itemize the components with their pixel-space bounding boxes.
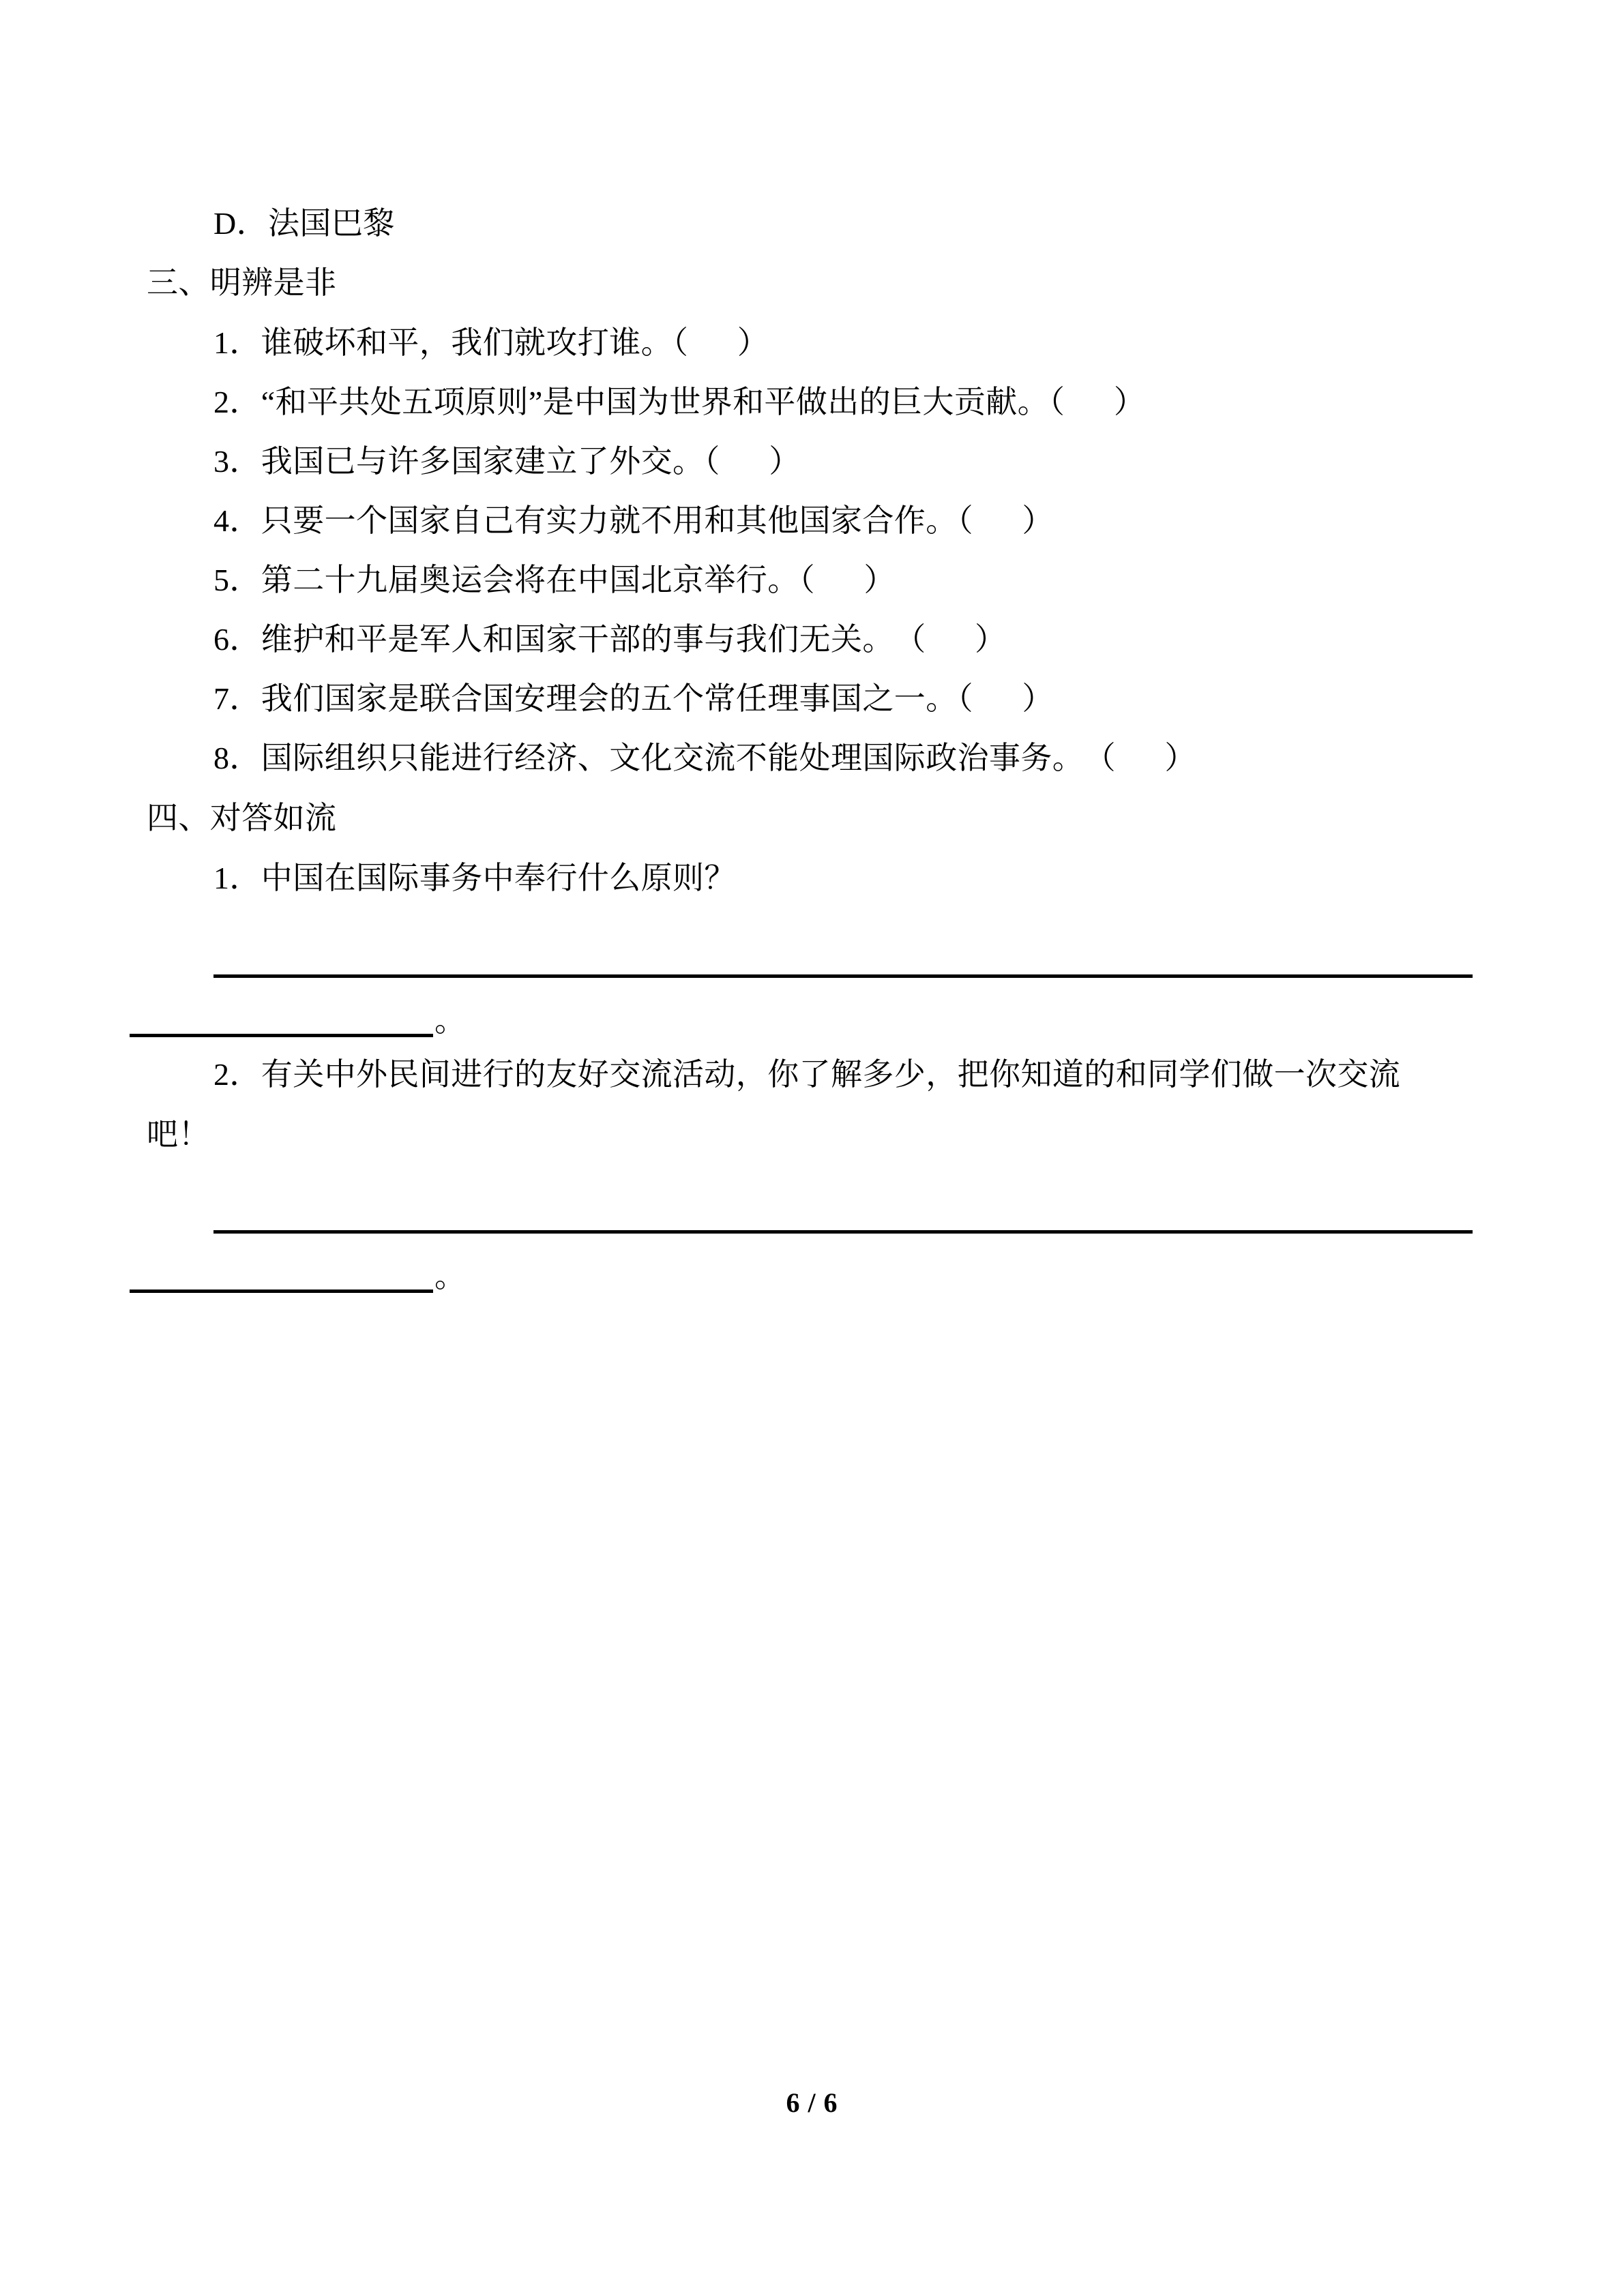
section-heading-three: 三、明辨是非 — [147, 265, 337, 300]
answer-period-q1: 。 — [434, 1003, 466, 1038]
truefalse-item-1: 1．谁破坏和平，我们就攻打谁。（ ） — [213, 325, 769, 360]
answer-rule-q2-line2[interactable] — [130, 1289, 433, 1293]
truefalse-item-5: 5．第二十九届奥运会将在中国北京举行。（ ） — [213, 563, 896, 597]
short-answer-question-2-continued: 吧！ — [147, 1117, 210, 1152]
answer-rule-q2-line1[interactable] — [213, 1230, 1473, 1234]
short-answer-question-1: 1．中国在国际事务中奉行什么原则？ — [213, 861, 736, 895]
answer-rule-q1-line2[interactable] — [130, 1034, 433, 1037]
option-d-line: D．法国巴黎 — [213, 206, 395, 241]
short-answer-question-2: 2．有关中外民间进行的友好交流活动，你了解多少，把你知道的和同学们做一次交流 — [213, 1057, 1401, 1092]
truefalse-item-7: 7．我们国家是联合国安理会的五个常任理事国之一。（ ） — [213, 681, 1054, 716]
truefalse-item-3: 3．我国已与许多国家建立了外交。（ ） — [213, 444, 801, 479]
truefalse-item-4: 4．只要一个国家自己有实力就不用和其他国家合作。（ ） — [213, 503, 1054, 538]
truefalse-item-2: 2．“和平共处五项原则”是中国为世界和平做出的巨大贡献。（ ） — [213, 385, 1146, 419]
section-heading-four: 四、对答如流 — [147, 801, 337, 835]
truefalse-item-6: 6．维护和平是军人和国家干部的事与我们无关。 （ ） — [213, 622, 1007, 657]
truefalse-item-8: 8．国际组织只能进行经济、文化交流不能处理国际政治事务。 （ ） — [213, 741, 1196, 775]
answer-period-q2: 。 — [434, 1259, 466, 1294]
answer-rule-q1-line1[interactable] — [213, 974, 1473, 978]
page-number-footer: 6 / 6 — [786, 2087, 838, 2118]
